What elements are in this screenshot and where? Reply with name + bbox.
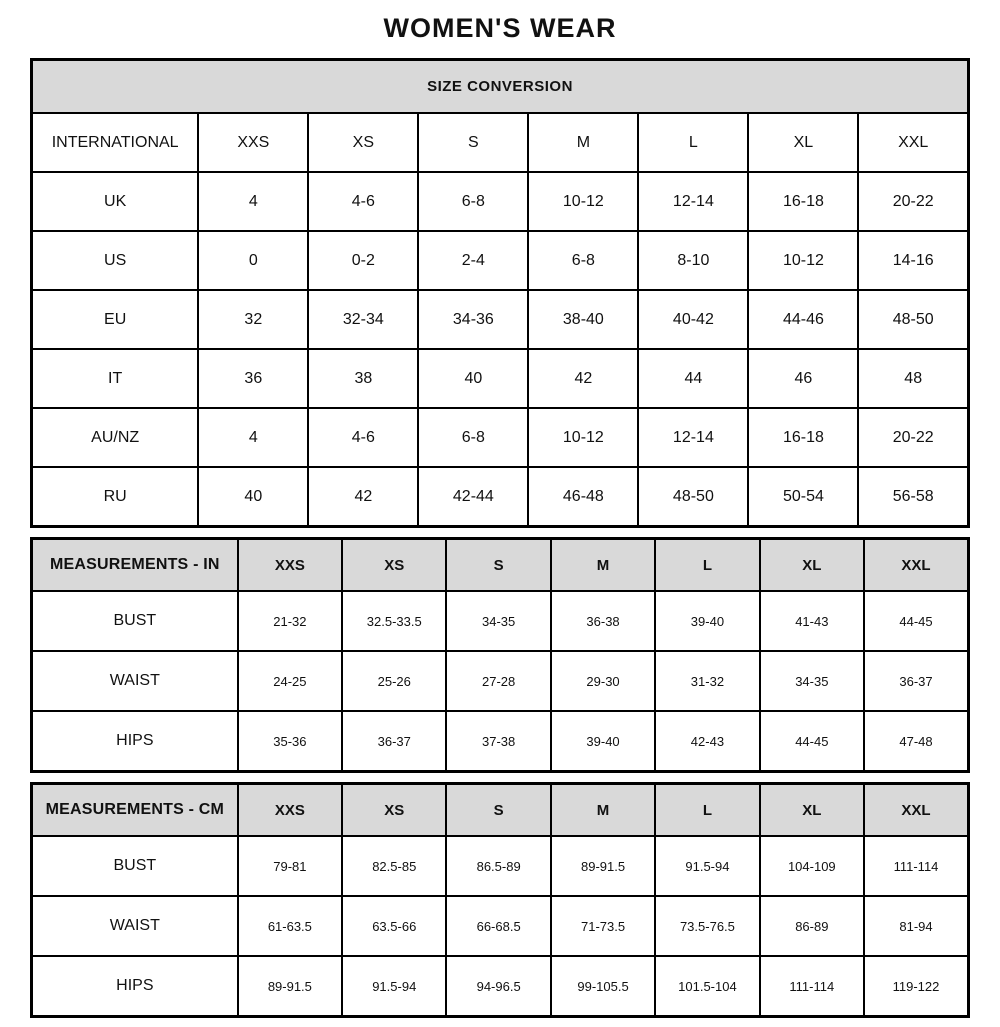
- table-row-bust-cm: [32, 836, 969, 896]
- size-cell: 48: [858, 349, 968, 408]
- measure-cell: 101.5-104: [655, 956, 759, 1017]
- measure-cell: 82.5-85: [342, 836, 446, 896]
- measure-cell: 111-114: [760, 956, 864, 1017]
- measure-cell: 94-96.5: [446, 956, 550, 1017]
- row-label-international: INTERNATIONAL: [32, 113, 199, 172]
- table-row-aunz: [32, 408, 969, 467]
- measure-cell: 61-63.5: [238, 896, 342, 956]
- measure-cell: 24-25: [238, 651, 342, 711]
- size-cell: 40: [198, 467, 308, 527]
- table-row-ru: [32, 467, 969, 527]
- size-cell: 48-50: [638, 467, 748, 527]
- size-col-header-l: L: [655, 539, 759, 592]
- table-row-hips-cm: [32, 956, 969, 1017]
- size-conversion-table: [30, 58, 970, 528]
- size-col-header-xs: XS: [308, 113, 418, 172]
- size-col-header-m: M: [551, 784, 655, 837]
- size-cell: 46-48: [528, 467, 638, 527]
- measure-cell: 36-37: [864, 651, 968, 711]
- size-col-header-l: L: [638, 113, 748, 172]
- measure-cell: 91.5-94: [655, 836, 759, 896]
- size-cell: 42-44: [418, 467, 528, 527]
- table-title-row: [32, 60, 969, 114]
- row-label: UK: [32, 172, 199, 231]
- size-cell: 48-50: [858, 290, 968, 349]
- measure-cell: 119-122: [864, 956, 968, 1017]
- size-col-header-xs: XS: [342, 539, 446, 592]
- size-col-header-xxs: XXS: [238, 784, 342, 837]
- size-cell: 10-12: [528, 408, 638, 467]
- size-cell: 44-46: [748, 290, 858, 349]
- size-col-header-xxs: XXS: [238, 539, 342, 592]
- table-row-bust-in: [32, 591, 969, 651]
- measure-cell: 47-48: [864, 711, 968, 772]
- size-header-row: [32, 113, 969, 172]
- size-cell: 16-18: [748, 172, 858, 231]
- size-cell: 42: [528, 349, 638, 408]
- measure-cell: 71-73.5: [551, 896, 655, 956]
- measure-cell: 63.5-66: [342, 896, 446, 956]
- measurements-cm-header-row: [32, 784, 969, 837]
- row-label: WAIST: [32, 896, 238, 956]
- size-col-header-s: S: [418, 113, 528, 172]
- measure-cell: 29-30: [551, 651, 655, 711]
- size-cell: 4-6: [308, 408, 418, 467]
- size-col-header-xxl: XXL: [858, 113, 968, 172]
- size-cell: 12-14: [638, 172, 748, 231]
- row-label: WAIST: [32, 651, 238, 711]
- measure-cell: 36-37: [342, 711, 446, 772]
- row-label: AU/NZ: [32, 408, 199, 467]
- table-row-waist-in: [32, 651, 969, 711]
- size-col-header-xxl: XXL: [864, 784, 968, 837]
- measure-cell: 27-28: [446, 651, 550, 711]
- measurements-cm-table: [30, 782, 970, 1018]
- size-col-header-xxl: XXL: [864, 539, 968, 592]
- size-cell: 32: [198, 290, 308, 349]
- measure-cell: 86-89: [760, 896, 864, 956]
- measure-cell: 73.5-76.5: [655, 896, 759, 956]
- measure-cell: 91.5-94: [342, 956, 446, 1017]
- size-cell: 38: [308, 349, 418, 408]
- measurements-in-header-row: [32, 539, 969, 592]
- row-label: HIPS: [32, 711, 238, 772]
- size-cell: 40-42: [638, 290, 748, 349]
- size-conversion-header: SIZE CONVERSION: [32, 60, 969, 114]
- measurements-in-table: [30, 537, 970, 773]
- measure-cell: 89-91.5: [551, 836, 655, 896]
- row-label: RU: [32, 467, 199, 527]
- size-col-header-s: S: [446, 784, 550, 837]
- measure-cell: 66-68.5: [446, 896, 550, 956]
- measure-cell: 99-105.5: [551, 956, 655, 1017]
- size-col-header-xl: XL: [760, 539, 864, 592]
- size-cell: 10-12: [528, 172, 638, 231]
- measure-cell: 89-91.5: [238, 956, 342, 1017]
- size-col-header-xs: XS: [342, 784, 446, 837]
- size-cell: 40: [418, 349, 528, 408]
- measure-cell: 37-38: [446, 711, 550, 772]
- size-cell: 20-22: [858, 408, 968, 467]
- measure-cell: 25-26: [342, 651, 446, 711]
- size-cell: 4: [198, 172, 308, 231]
- table-row-us: [32, 231, 969, 290]
- size-cell: 4: [198, 408, 308, 467]
- row-label: BUST: [32, 836, 238, 896]
- measure-cell: 39-40: [655, 591, 759, 651]
- table-row-it: [32, 349, 969, 408]
- size-cell: 38-40: [528, 290, 638, 349]
- measure-cell: 81-94: [864, 896, 968, 956]
- page: [30, 0, 970, 1018]
- measure-cell: 39-40: [551, 711, 655, 772]
- table-row-hips-in: [32, 711, 969, 772]
- size-col-header-m: M: [551, 539, 655, 592]
- size-cell: 6-8: [528, 231, 638, 290]
- size-cell: 16-18: [748, 408, 858, 467]
- size-cell: 34-36: [418, 290, 528, 349]
- measure-cell: 111-114: [864, 836, 968, 896]
- size-col-header-s: S: [446, 539, 550, 592]
- size-cell: 20-22: [858, 172, 968, 231]
- measure-cell: 21-32: [238, 591, 342, 651]
- size-cell: 6-8: [418, 408, 528, 467]
- measure-cell: 41-43: [760, 591, 864, 651]
- measure-cell: 42-43: [655, 711, 759, 772]
- measure-cell: 31-32: [655, 651, 759, 711]
- size-cell: 46: [748, 349, 858, 408]
- table-row-waist-cm: [32, 896, 969, 956]
- measure-cell: 86.5-89: [446, 836, 550, 896]
- measure-cell: 35-36: [238, 711, 342, 772]
- size-cell: 2-4: [418, 231, 528, 290]
- page-title: WOMEN'S WEAR: [383, 13, 617, 43]
- table-row-eu: [32, 290, 969, 349]
- size-cell: 44: [638, 349, 748, 408]
- row-label: IT: [32, 349, 199, 408]
- row-label: US: [32, 231, 199, 290]
- measure-cell: 36-38: [551, 591, 655, 651]
- size-col-header-l: L: [655, 784, 759, 837]
- size-col-header-m: M: [528, 113, 638, 172]
- size-cell: 36: [198, 349, 308, 408]
- measure-cell: 34-35: [446, 591, 550, 651]
- size-col-header-xxs: XXS: [198, 113, 308, 172]
- size-cell: 0-2: [308, 231, 418, 290]
- size-cell: 4-6: [308, 172, 418, 231]
- size-col-header-xl: XL: [748, 113, 858, 172]
- size-cell: 14-16: [858, 231, 968, 290]
- measure-cell: 104-109: [760, 836, 864, 896]
- size-cell: 56-58: [858, 467, 968, 527]
- size-cell: 10-12: [748, 231, 858, 290]
- size-cell: 32-34: [308, 290, 418, 349]
- measure-cell: 32.5-33.5: [342, 591, 446, 651]
- measure-cell: 44-45: [760, 711, 864, 772]
- measurements-in-header: MEASUREMENTS - IN: [32, 539, 238, 592]
- size-cell: 0: [198, 231, 308, 290]
- measurements-cm-header: MEASUREMENTS - CM: [32, 784, 238, 837]
- size-cell: 42: [308, 467, 418, 527]
- row-label: HIPS: [32, 956, 238, 1017]
- size-cell: 6-8: [418, 172, 528, 231]
- row-label: EU: [32, 290, 199, 349]
- size-cell: 50-54: [748, 467, 858, 527]
- measure-cell: 79-81: [238, 836, 342, 896]
- table-row-uk: [32, 172, 969, 231]
- size-col-header-xl: XL: [760, 784, 864, 837]
- measure-cell: 44-45: [864, 591, 968, 651]
- size-cell: 8-10: [638, 231, 748, 290]
- row-label: BUST: [32, 591, 238, 651]
- size-cell: 12-14: [638, 408, 748, 467]
- measure-cell: 34-35: [760, 651, 864, 711]
